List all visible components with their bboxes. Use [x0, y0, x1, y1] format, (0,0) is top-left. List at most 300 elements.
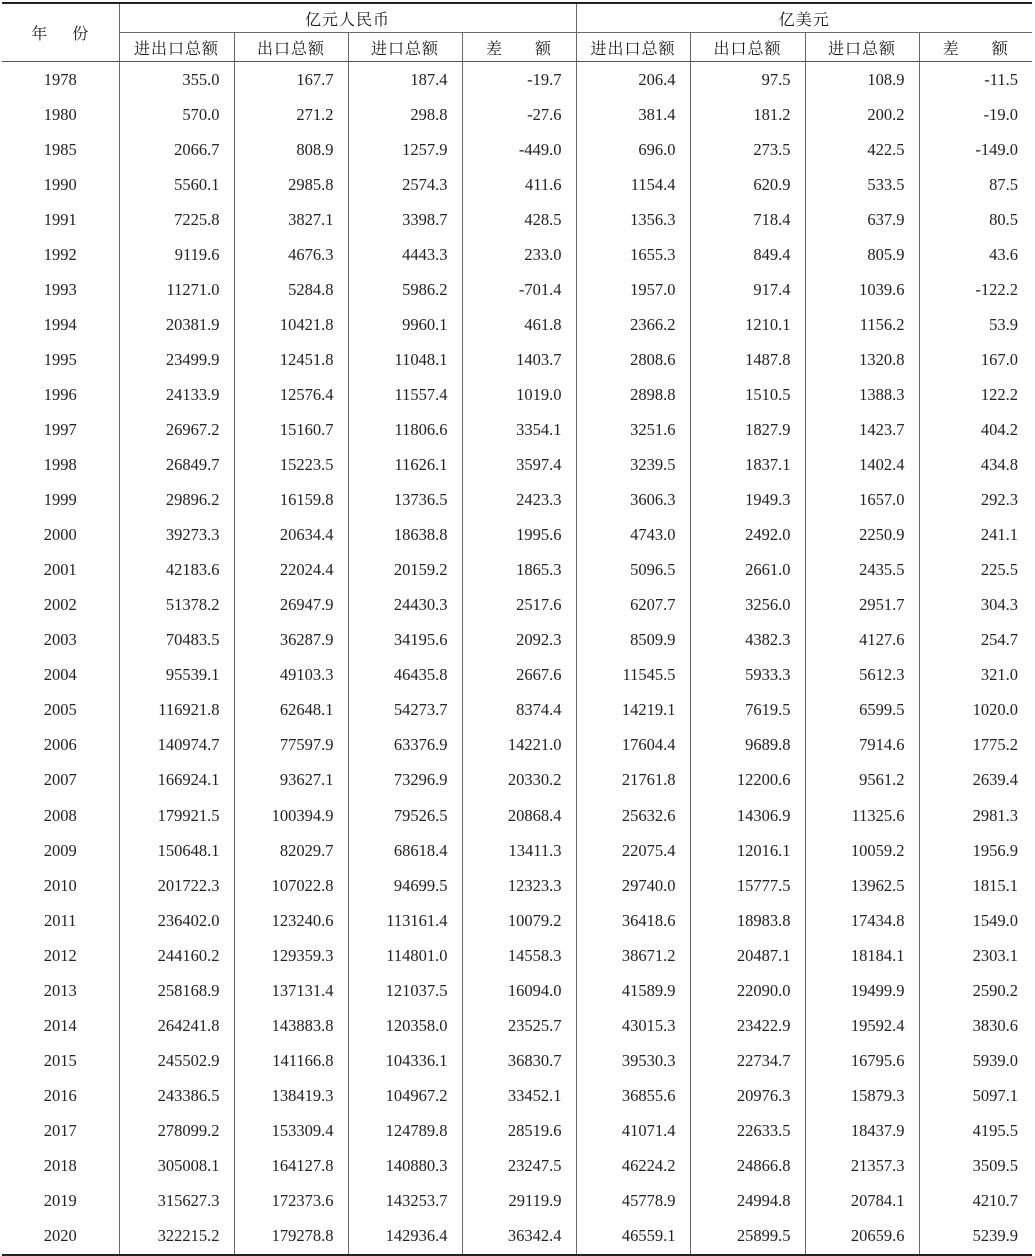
usd-export-cell: 20976.3	[690, 1078, 805, 1113]
usd-total-cell: 1154.4	[576, 167, 690, 202]
rmb-balance-cell: 233.0	[462, 237, 576, 272]
usd-export-cell: 1837.1	[690, 448, 805, 483]
rmb-export-cell: 26947.9	[234, 588, 348, 623]
usd-total-cell: 3606.3	[576, 483, 690, 518]
year-cell: 1998	[43, 455, 77, 475]
usd-export-cell: 22633.5	[690, 1113, 805, 1148]
rmb-import-cell: 2574.3	[348, 167, 462, 202]
usd-import-cell: 15879.3	[805, 1078, 919, 1113]
rmb-total-cell: 322215.2	[119, 1219, 234, 1255]
rmb-import-cell: 63376.9	[348, 728, 462, 763]
usd-balance-cell: 167.0	[919, 342, 1032, 377]
rmb-balance-cell: -19.7	[462, 62, 576, 98]
usd-balance-cell: -11.5	[919, 62, 1032, 98]
usd-total-cell: 14219.1	[576, 693, 690, 728]
rmb-export-cell: 93627.1	[234, 763, 348, 798]
usd-balance-cell: 2303.1	[919, 938, 1032, 973]
usd-import-cell: 1320.8	[805, 342, 919, 377]
usd-import-cell: 5612.3	[805, 658, 919, 693]
usd-balance-char-1: 差	[942, 38, 960, 58]
rmb-import-cell: 9960.1	[348, 307, 462, 342]
usd-export-cell: 12016.1	[690, 833, 805, 868]
table-row	[2, 693, 1032, 728]
rmb-import-cell: 113161.4	[348, 903, 462, 938]
rmb-total-cell: 570.0	[119, 97, 234, 132]
rmb-total-cell: 95539.1	[119, 658, 234, 693]
usd-import-cell: 1657.0	[805, 483, 919, 518]
rmb-total-cell: 315627.3	[119, 1184, 234, 1219]
year-cell: 1992	[43, 244, 77, 264]
usd-total-cell: 11545.5	[576, 658, 690, 693]
rmb-import-cell: 121037.5	[348, 973, 462, 1008]
usd-total-cell: 22075.4	[576, 833, 690, 868]
table-row	[2, 1184, 1032, 1219]
table-row	[2, 307, 1032, 342]
rmb-import-cell: 3398.7	[348, 202, 462, 237]
table-row	[2, 1148, 1032, 1183]
rmb-total-header: 进出口总额	[119, 33, 234, 62]
table-row	[2, 1043, 1032, 1078]
rmb-balance-char-1: 差	[485, 38, 503, 58]
table-row	[2, 202, 1032, 237]
usd-import-cell: 637.9	[805, 202, 919, 237]
usd-total-cell: 21761.8	[576, 763, 690, 798]
usd-balance-cell: -19.0	[919, 97, 1032, 132]
usd-export-cell: 9689.8	[690, 728, 805, 763]
rmb-import-cell: 143253.7	[348, 1184, 462, 1219]
table-row	[2, 1078, 1032, 1113]
rmb-import-cell: 140880.3	[348, 1148, 462, 1183]
usd-total-cell: 25632.6	[576, 798, 690, 833]
usd-total-cell: 8509.9	[576, 623, 690, 658]
rmb-balance-cell: 23247.5	[462, 1148, 576, 1183]
rmb-balance-cell: 36830.7	[462, 1043, 576, 1078]
rmb-total-cell: 258168.9	[119, 973, 234, 1008]
table-row	[2, 132, 1032, 167]
table-row	[2, 833, 1032, 868]
rmb-balance-cell: 28519.6	[462, 1113, 576, 1148]
usd-export-cell: 4382.3	[690, 623, 805, 658]
usd-total-cell: 45778.9	[576, 1184, 690, 1219]
rmb-balance-cell: 29119.9	[462, 1184, 576, 1219]
usd-export-cell: 97.5	[690, 62, 805, 98]
rmb-export-cell: 2985.8	[234, 167, 348, 202]
rmb-balance-cell: 3354.1	[462, 412, 576, 447]
rmb-balance-cell: 1865.3	[462, 553, 576, 588]
usd-balance-cell: -149.0	[919, 132, 1032, 167]
usd-export-cell: 15777.5	[690, 868, 805, 903]
year-cell: 2005	[43, 700, 77, 720]
rmb-balance-cell: 13411.3	[462, 833, 576, 868]
rmb-export-cell: 271.2	[234, 97, 348, 132]
usd-import-cell: 200.2	[805, 97, 919, 132]
usd-export-header: 出口总额	[690, 33, 805, 62]
usd-total-cell: 43015.3	[576, 1008, 690, 1043]
year-column-header	[2, 3, 119, 62]
usd-export-cell: 3256.0	[690, 588, 805, 623]
year-cell: 2008	[43, 805, 77, 825]
year-cell: 2004	[43, 665, 77, 685]
rmb-balance-cell: 1019.0	[462, 377, 576, 412]
rmb-balance-cell: 33452.1	[462, 1078, 576, 1113]
year-cell: 2003	[43, 630, 77, 650]
usd-export-cell: 7619.5	[690, 693, 805, 728]
usd-import-cell: 20784.1	[805, 1184, 919, 1219]
usd-import-cell: 11325.6	[805, 798, 919, 833]
table-row	[2, 553, 1032, 588]
year-cell: 2009	[43, 840, 77, 860]
year-cell: 2016	[43, 1085, 77, 1105]
rmb-export-cell: 15223.5	[234, 448, 348, 483]
usd-import-cell: 16795.6	[805, 1043, 919, 1078]
table-row	[2, 377, 1032, 412]
usd-import-cell: 4127.6	[805, 623, 919, 658]
rmb-total-cell: 166924.1	[119, 763, 234, 798]
table-row	[2, 763, 1032, 798]
usd-import-cell: 19499.9	[805, 973, 919, 1008]
rmb-balance-cell: 14558.3	[462, 938, 576, 973]
rmb-total-cell: 355.0	[119, 62, 234, 98]
usd-total-cell: 29740.0	[576, 868, 690, 903]
rmb-import-cell: 11557.4	[348, 377, 462, 412]
usd-import-cell: 2250.9	[805, 518, 919, 553]
rmb-import-cell: 104967.2	[348, 1078, 462, 1113]
rmb-total-cell: 20381.9	[119, 307, 234, 342]
usd-import-cell: 805.9	[805, 237, 919, 272]
usd-import-cell: 19592.4	[805, 1008, 919, 1043]
usd-import-cell: 108.9	[805, 62, 919, 98]
usd-balance-cell: 5097.1	[919, 1078, 1032, 1113]
usd-export-cell: 24994.8	[690, 1184, 805, 1219]
usd-total-cell: 5096.5	[576, 553, 690, 588]
usd-balance-cell: 87.5	[919, 167, 1032, 202]
usd-total-cell: 41589.9	[576, 973, 690, 1008]
rmb-import-cell: 20159.2	[348, 553, 462, 588]
table-row	[2, 237, 1032, 272]
rmb-balance-cell: 2667.6	[462, 658, 576, 693]
year-header-char-1: 年	[31, 24, 49, 43]
usd-import-cell: 2951.7	[805, 588, 919, 623]
year-cell: 2006	[43, 735, 77, 755]
year-cell: 2011	[44, 910, 77, 930]
usd-import-cell: 18184.1	[805, 938, 919, 973]
rmb-total-cell: 305008.1	[119, 1148, 234, 1183]
trade-table	[2, 2, 1032, 1256]
usd-balance-cell: 1815.1	[919, 868, 1032, 903]
usd-balance-cell: 2590.2	[919, 973, 1032, 1008]
year-cell: 1997	[43, 419, 77, 439]
year-cell: 2013	[43, 980, 77, 1000]
usd-export-cell: 12200.6	[690, 763, 805, 798]
usd-total-cell: 17604.4	[576, 728, 690, 763]
usd-total-cell: 46224.2	[576, 1148, 690, 1183]
rmb-export-cell: 153309.4	[234, 1113, 348, 1148]
rmb-balance-char-2: 额	[535, 38, 553, 58]
rmb-total-cell: 23499.9	[119, 342, 234, 377]
rmb-import-cell: 46435.8	[348, 658, 462, 693]
rmb-export-cell: 12451.8	[234, 342, 348, 377]
usd-import-cell: 1402.4	[805, 448, 919, 483]
rmb-export-cell: 77597.9	[234, 728, 348, 763]
usd-total-cell: 39530.3	[576, 1043, 690, 1078]
rmb-total-cell: 9119.6	[119, 237, 234, 272]
usd-total-cell: 696.0	[576, 132, 690, 167]
rmb-import-cell: 24430.3	[348, 588, 462, 623]
rmb-export-cell: 36287.9	[234, 623, 348, 658]
rmb-balance-cell: 2517.6	[462, 588, 576, 623]
year-cell: 1978	[43, 69, 77, 89]
rmb-import-cell: 124789.8	[348, 1113, 462, 1148]
usd-balance-cell: 304.3	[919, 588, 1032, 623]
rmb-export-cell: 164127.8	[234, 1148, 348, 1183]
table-body	[2, 62, 1032, 1255]
usd-balance-cell: 434.8	[919, 448, 1032, 483]
rmb-export-cell: 138419.3	[234, 1078, 348, 1113]
table-row	[2, 483, 1032, 518]
usd-balance-cell: 404.2	[919, 412, 1032, 447]
table-row	[2, 588, 1032, 623]
rmb-export-cell: 137131.4	[234, 973, 348, 1008]
usd-total-cell: 2808.6	[576, 342, 690, 377]
rmb-export-cell: 3827.1	[234, 202, 348, 237]
usd-balance-cell: 321.0	[919, 658, 1032, 693]
table-row	[2, 938, 1032, 973]
usd-export-cell: 23422.9	[690, 1008, 805, 1043]
rmb-balance-cell: 16094.0	[462, 973, 576, 1008]
year-cell: 2007	[43, 770, 77, 790]
rmb-import-cell: 11048.1	[348, 342, 462, 377]
usd-export-cell: 2492.0	[690, 518, 805, 553]
usd-balance-cell: 292.3	[919, 483, 1032, 518]
usd-export-cell: 849.4	[690, 237, 805, 272]
rmb-import-cell: 11806.6	[348, 412, 462, 447]
rmb-total-cell: 26849.7	[119, 448, 234, 483]
usd-balance-cell: 4195.5	[919, 1113, 1032, 1148]
rmb-export-cell: 129359.3	[234, 938, 348, 973]
year-cell: 2012	[43, 945, 77, 965]
year-cell: 2017	[43, 1120, 77, 1140]
usd-balance-cell: 241.1	[919, 518, 1032, 553]
rmb-total-cell: 278099.2	[119, 1113, 234, 1148]
usd-import-cell: 10059.2	[805, 833, 919, 868]
table-row	[2, 798, 1032, 833]
usd-export-cell: 1827.9	[690, 412, 805, 447]
table-row	[2, 167, 1032, 202]
usd-balance-cell: 3509.5	[919, 1148, 1032, 1183]
rmb-total-cell: 236402.0	[119, 903, 234, 938]
rmb-import-cell: 5986.2	[348, 272, 462, 307]
usd-balance-cell: 43.6	[919, 237, 1032, 272]
rmb-total-cell: 70483.5	[119, 623, 234, 658]
usd-balance-cell: 4210.7	[919, 1184, 1032, 1219]
rmb-total-cell: 5560.1	[119, 167, 234, 202]
rmb-export-cell: 107022.8	[234, 868, 348, 903]
rmb-balance-cell: 12323.3	[462, 868, 576, 903]
year-cell: 2015	[43, 1050, 77, 1070]
usd-export-cell: 22090.0	[690, 973, 805, 1008]
usd-export-cell: 1510.5	[690, 377, 805, 412]
usd-balance-cell: 2639.4	[919, 763, 1032, 798]
rmb-export-cell: 123240.6	[234, 903, 348, 938]
rmb-balance-cell: -701.4	[462, 272, 576, 307]
usd-export-cell: 5933.3	[690, 658, 805, 693]
year-cell: 1980	[43, 104, 77, 124]
usd-balance-cell: 3830.6	[919, 1008, 1032, 1043]
usd-balance-cell: 1956.9	[919, 833, 1032, 868]
rmb-total-cell: 140974.7	[119, 728, 234, 763]
rmb-import-cell: 54273.7	[348, 693, 462, 728]
rmb-export-cell: 15160.7	[234, 412, 348, 447]
year-cell: 1991	[43, 209, 77, 229]
rmb-balance-cell: 1995.6	[462, 518, 576, 553]
table-row	[2, 412, 1032, 447]
rmb-import-cell: 34195.6	[348, 623, 462, 658]
table-row	[2, 518, 1032, 553]
rmb-total-cell: 179921.5	[119, 798, 234, 833]
rmb-total-cell: 244160.2	[119, 938, 234, 973]
rmb-total-cell: 42183.6	[119, 553, 234, 588]
year-cell: 1996	[43, 384, 77, 404]
usd-import-header: 进口总额	[805, 33, 919, 62]
year-cell: 2020	[2, 1219, 119, 1255]
table-row	[2, 342, 1032, 377]
rmb-balance-cell: 20330.2	[462, 763, 576, 798]
rmb-balance-cell: 14221.0	[462, 728, 576, 763]
rmb-import-cell: 1257.9	[348, 132, 462, 167]
usd-balance-cell: 254.7	[919, 623, 1032, 658]
rmb-import-cell: 94699.5	[348, 868, 462, 903]
usd-import-cell: 6599.5	[805, 693, 919, 728]
rmb-import-cell: 120358.0	[348, 1008, 462, 1043]
rmb-export-cell: 167.7	[234, 62, 348, 98]
usd-total-cell: 6207.7	[576, 588, 690, 623]
year-cell: 1993	[43, 279, 77, 299]
usd-total-cell: 381.4	[576, 97, 690, 132]
rmb-export-cell: 808.9	[234, 132, 348, 167]
rmb-import-cell: 11626.1	[348, 448, 462, 483]
usd-total-cell: 41071.4	[576, 1113, 690, 1148]
usd-import-cell: 9561.2	[805, 763, 919, 798]
rmb-total-cell: 201722.3	[119, 868, 234, 903]
rmb-balance-cell: 36342.4	[462, 1219, 576, 1255]
usd-total-cell: 3251.6	[576, 412, 690, 447]
rmb-import-cell: 142936.4	[348, 1219, 462, 1255]
year-cell: 2010	[43, 875, 77, 895]
trade-table-container	[2, 2, 1032, 1256]
usd-total-cell: 36855.6	[576, 1078, 690, 1113]
rmb-import-cell: 4443.3	[348, 237, 462, 272]
rmb-total-cell: 7225.8	[119, 202, 234, 237]
rmb-import-cell: 68618.4	[348, 833, 462, 868]
rmb-balance-header	[462, 33, 576, 62]
year-header-char-2: 份	[72, 24, 90, 43]
usd-total-cell: 2898.8	[576, 377, 690, 412]
rmb-export-cell: 49103.3	[234, 658, 348, 693]
rmb-balance-cell: 23525.7	[462, 1008, 576, 1043]
usd-total-cell: 38671.2	[576, 938, 690, 973]
year-cell: 1994	[43, 314, 77, 334]
usd-export-cell: 1487.8	[690, 342, 805, 377]
rmb-import-cell: 13736.5	[348, 483, 462, 518]
usd-export-cell: 181.2	[690, 97, 805, 132]
table-row	[2, 728, 1032, 763]
usd-import-cell: 7914.6	[805, 728, 919, 763]
usd-total-cell: 1356.3	[576, 202, 690, 237]
table-row	[2, 1113, 1032, 1148]
rmb-balance-cell: 2092.3	[462, 623, 576, 658]
rmb-import-cell: 79526.5	[348, 798, 462, 833]
rmb-export-header: 出口总额	[234, 33, 348, 62]
rmb-balance-cell: -27.6	[462, 97, 576, 132]
usd-balance-cell: 1775.2	[919, 728, 1032, 763]
table-row	[2, 903, 1032, 938]
rmb-export-cell: 82029.7	[234, 833, 348, 868]
rmb-balance-cell: 461.8	[462, 307, 576, 342]
rmb-export-cell: 22024.4	[234, 553, 348, 588]
table-row	[2, 973, 1032, 1008]
table-row	[2, 97, 1032, 132]
usd-export-cell: 25899.5	[690, 1219, 805, 1255]
usd-import-cell: 1423.7	[805, 412, 919, 447]
usd-export-cell: 20487.1	[690, 938, 805, 973]
rmb-total-cell: 116921.8	[119, 693, 234, 728]
usd-balance-cell: 1549.0	[919, 903, 1032, 938]
year-cell: 1995	[43, 349, 77, 369]
usd-import-cell: 18437.9	[805, 1113, 919, 1148]
rmb-import-header: 进口总额	[348, 33, 462, 62]
usd-import-cell: 17434.8	[805, 903, 919, 938]
usd-total-cell: 1655.3	[576, 237, 690, 272]
year-cell: 2001	[43, 560, 77, 580]
usd-balance-cell: 80.5	[919, 202, 1032, 237]
usd-balance-cell: 1020.0	[919, 693, 1032, 728]
rmb-total-cell: 2066.7	[119, 132, 234, 167]
usd-balance-cell: -122.2	[919, 272, 1032, 307]
rmb-total-cell: 11271.0	[119, 272, 234, 307]
usd-balance-cell: 5239.9	[919, 1219, 1032, 1255]
table-header	[2, 3, 1032, 62]
usd-total-cell: 4743.0	[576, 518, 690, 553]
rmb-balance-cell: -449.0	[462, 132, 576, 167]
rmb-balance-cell: 3597.4	[462, 448, 576, 483]
usd-export-cell: 14306.9	[690, 798, 805, 833]
usd-export-cell: 18983.8	[690, 903, 805, 938]
rmb-total-cell: 264241.8	[119, 1008, 234, 1043]
usd-total-header: 进出口总额	[576, 33, 690, 62]
rmb-balance-cell: 428.5	[462, 202, 576, 237]
rmb-export-cell: 172373.6	[234, 1184, 348, 1219]
usd-import-cell: 21357.3	[805, 1148, 919, 1183]
rmb-export-cell: 12576.4	[234, 377, 348, 412]
usd-import-cell: 20659.6	[805, 1219, 919, 1255]
usd-total-cell: 36418.6	[576, 903, 690, 938]
rmb-import-cell: 18638.8	[348, 518, 462, 553]
usd-balance-cell: 2981.3	[919, 798, 1032, 833]
usd-import-cell: 533.5	[805, 167, 919, 202]
usd-export-cell: 1949.3	[690, 483, 805, 518]
usd-balance-cell: 122.2	[919, 377, 1032, 412]
rmb-balance-cell: 20868.4	[462, 798, 576, 833]
rmb-export-cell: 141166.8	[234, 1043, 348, 1078]
rmb-export-cell: 16159.8	[234, 483, 348, 518]
usd-total-cell: 2366.2	[576, 307, 690, 342]
table-row	[2, 658, 1032, 693]
rmb-total-cell: 24133.9	[119, 377, 234, 412]
usd-total-cell: 3239.5	[576, 448, 690, 483]
table-row	[2, 1008, 1032, 1043]
year-cell: 2014	[43, 1015, 77, 1035]
rmb-import-cell: 298.8	[348, 97, 462, 132]
